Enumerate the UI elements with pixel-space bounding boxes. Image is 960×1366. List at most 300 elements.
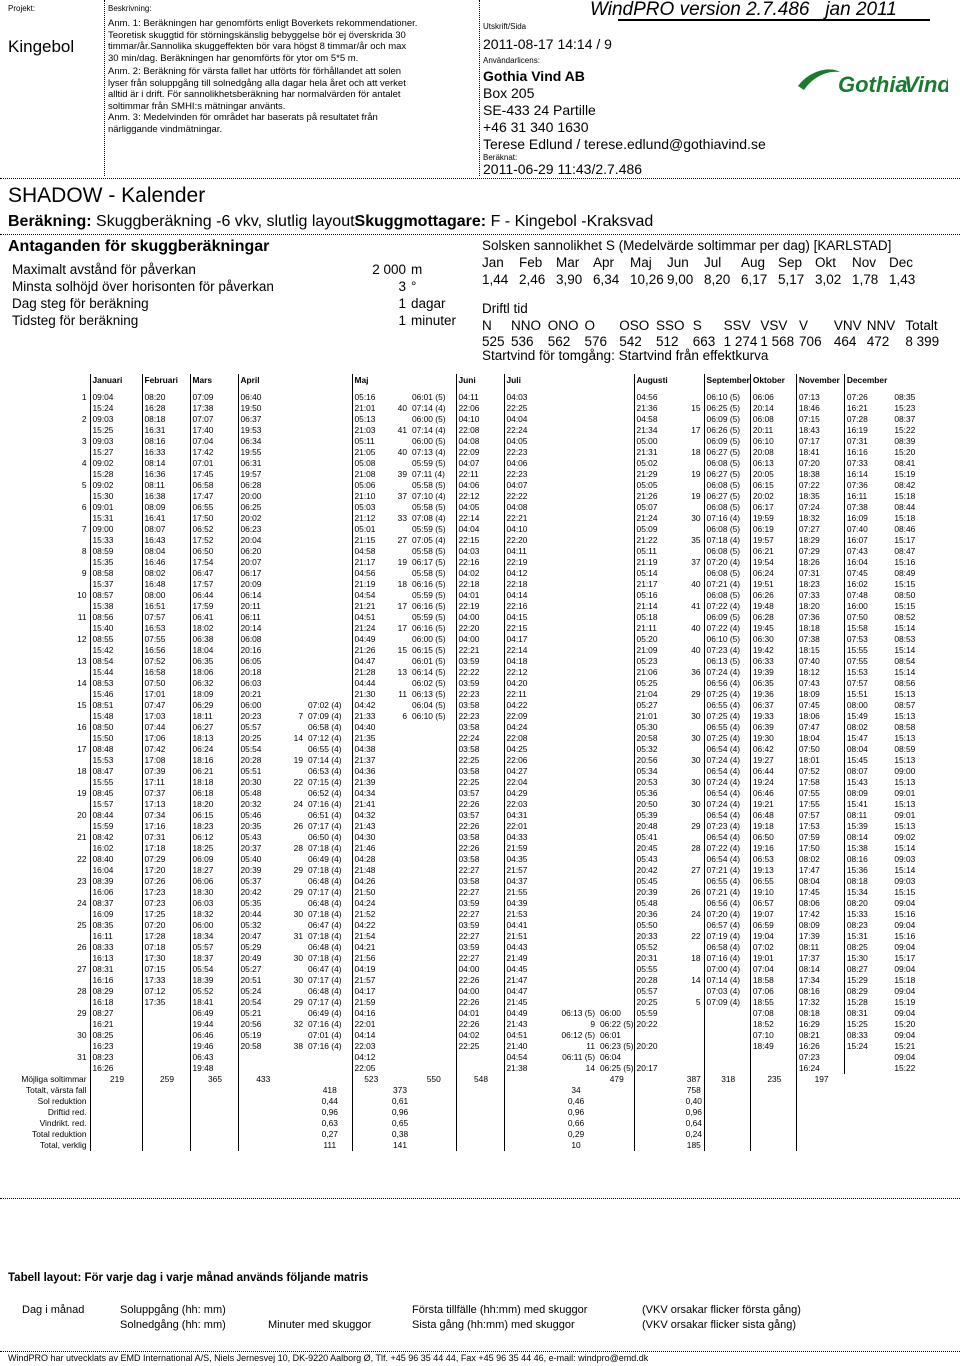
table-cell: 08:25 [844, 942, 892, 953]
table-cell: 03:58 [456, 766, 504, 777]
table-cell [552, 392, 598, 403]
table-cell: 05:36 [634, 788, 682, 799]
table-row [4, 458, 940, 469]
table-cell: 18:01 [796, 755, 844, 766]
table-cell: 08:16 [796, 986, 844, 997]
table-cell: 08:18 [796, 1008, 844, 1019]
table-cell: 07:06 [750, 986, 796, 997]
table-cell [286, 546, 306, 557]
table-cell: 06:09 (5) [704, 612, 750, 623]
table-row [4, 755, 940, 766]
table-cell: 21:37 [352, 755, 388, 766]
table-cell: 06:58 (4) [704, 942, 750, 953]
table-cell [388, 964, 410, 975]
table-cell [410, 964, 456, 975]
table-cell: 22:05 [352, 1063, 388, 1074]
day-number [4, 469, 90, 480]
table-cell: 20:42 [634, 865, 682, 876]
table-cell: 09:01 [894, 788, 916, 798]
table-cell: 05:48 [634, 898, 682, 909]
summary-cell [142, 1129, 190, 1140]
table-cell: 15:16 [894, 909, 916, 919]
table-cell: 15:37 [90, 579, 142, 590]
table-cell: 15:14 [894, 843, 916, 853]
table-cell: 09:04 [894, 1052, 916, 1062]
version-text: WindPRO version 2.7.486 jan 2011 [590, 0, 897, 20]
table-cell: 22:27 [456, 953, 504, 964]
table-cell: 20:47 [238, 931, 286, 942]
table-cell: 06:01 (5) [412, 656, 446, 666]
table-cell: 16:46 [142, 557, 190, 568]
day-number: 17 [77, 744, 87, 754]
table-cell: 21:01 [352, 403, 388, 414]
table-cell: 06:27 (5) [704, 447, 750, 458]
table-row [4, 832, 940, 843]
table-cell: 07:37 [142, 788, 190, 799]
table-cell [704, 1052, 750, 1063]
table-cell [552, 964, 598, 975]
table-row [4, 1019, 940, 1030]
sun-value: 5,17 [778, 272, 805, 287]
table-cell: 14 [293, 733, 303, 743]
table-cell: 08:41 [894, 458, 916, 468]
assumption-value: 3 [398, 279, 406, 294]
table-cell: 37 [397, 491, 407, 501]
table-cell: 05:25 [634, 678, 682, 689]
table-cell [410, 799, 456, 810]
table-cell: 07:09 (4) [704, 997, 750, 1008]
table-cell: 15:33 [90, 535, 142, 546]
table-cell [306, 590, 352, 601]
table-cell [388, 502, 410, 513]
summary-cell: 0,96 [321, 1107, 338, 1117]
table-cell [598, 568, 634, 579]
summary-cell: 479 [609, 1074, 624, 1084]
table-cell: 20:08 [750, 447, 796, 458]
summary-cell: 0,46 [567, 1096, 585, 1106]
summary-cell: 141 [393, 1140, 407, 1150]
table-cell: 09:00 [894, 766, 916, 776]
summary-cell [142, 1107, 190, 1118]
table-cell: 18:27 [190, 865, 238, 876]
table-cell [682, 436, 704, 447]
divider [479, 0, 480, 176]
table-cell: 06:33 [750, 656, 796, 667]
table-cell: 06:49 (4) [308, 1008, 342, 1018]
table-cell: 29 [293, 887, 303, 897]
table-cell: 07:18 (4) [308, 843, 342, 853]
summary-row [4, 1074, 940, 1085]
assumption-label: Tidsteg för beräkning [12, 313, 139, 328]
table-cell [286, 612, 306, 623]
summary-cell: 0,44 [321, 1096, 338, 1106]
table-cell [552, 458, 598, 469]
table-cell: 06:48 [750, 810, 796, 821]
table-cell: 08:21 [796, 1030, 844, 1041]
table-cell [388, 524, 410, 535]
summary-cell [190, 1107, 238, 1118]
table-cell: 06:57 [750, 898, 796, 909]
day-number: 9 [81, 568, 87, 578]
table-cell [598, 469, 634, 480]
table-cell: 08:02 [796, 854, 844, 865]
calc-line [8, 212, 653, 231]
table-cell: 07:03 (4) [704, 986, 750, 997]
summary-cell [634, 1107, 682, 1118]
table-cell [410, 986, 456, 997]
table-cell: 21:40 [504, 1041, 552, 1052]
table-cell: 20:56 [238, 1019, 286, 1030]
table-cell: 16:38 [142, 491, 190, 502]
table-cell: 16:26 [796, 1041, 844, 1052]
table-cell: 08:48 [90, 744, 142, 755]
summary-row [4, 1118, 940, 1129]
day-number: 18 [77, 766, 87, 776]
table-cell: 22:23 [456, 689, 504, 700]
summary-cell [238, 1118, 286, 1129]
table-cell: 15:30 [844, 953, 892, 964]
table-cell [598, 832, 634, 843]
calendar-body [4, 392, 940, 1151]
licens-block [483, 68, 766, 153]
table-cell: 07:24 (4) [704, 777, 750, 788]
table-cell: 06:08 (5) [704, 480, 750, 491]
table-cell: 16:33 [142, 447, 190, 458]
table-cell: 15:29 [844, 975, 892, 986]
day-number: 13 [77, 656, 87, 666]
table-cell [286, 898, 306, 909]
table-cell [286, 788, 306, 799]
sun-month: Apr [593, 255, 615, 270]
table-cell [238, 1052, 286, 1063]
table-cell: 06:47 (4) [308, 920, 342, 930]
summary-cell [238, 1140, 286, 1151]
table-cell [552, 909, 598, 920]
table-cell: 06:06 [190, 876, 238, 887]
table-cell: 16:11 [90, 931, 142, 942]
table-cell [286, 590, 306, 601]
table-cell: 05:37 [238, 876, 286, 887]
dir-value: 562 [547, 334, 571, 349]
table-cell: 19:44 [190, 1019, 238, 1030]
table-cell: 15:21 [894, 1041, 916, 1051]
table-cell: 07:08 (4) [412, 513, 446, 523]
assumption-value: 2 000 [372, 262, 406, 277]
table-cell [388, 876, 410, 887]
sun-value: 10,26 [630, 272, 664, 287]
gothiavind-logo [796, 64, 948, 100]
table-cell: 22:03 [504, 799, 552, 810]
sun-month: Okt [815, 255, 837, 270]
table-cell [306, 546, 352, 557]
table-row [4, 1030, 940, 1041]
table-row [4, 590, 940, 601]
table-cell: 06:54 (4) [704, 766, 750, 777]
table-cell: 07:05 (4) [412, 535, 446, 545]
table-cell [388, 744, 410, 755]
table-cell: 18:20 [796, 601, 844, 612]
table-cell: 18:35 [796, 491, 844, 502]
table-cell: 21:10 [352, 491, 388, 502]
table-cell [598, 667, 634, 678]
summary-cell [796, 1129, 844, 1140]
table-cell: 05:20 [634, 634, 682, 645]
month-header: Februari [142, 374, 190, 392]
table-cell [306, 579, 352, 590]
summary-cell [456, 1085, 504, 1096]
table-cell: 15:45 [844, 755, 892, 766]
table-cell: 15 [691, 403, 701, 413]
table-cell: 07:27 [796, 524, 844, 535]
table-cell [286, 986, 306, 997]
note-line: närliggande vindmätningar. [108, 123, 223, 135]
table-cell [286, 678, 306, 689]
table-cell: 08:33 [844, 1030, 892, 1041]
summary-cell: 0,96 [567, 1107, 585, 1117]
table-cell: 21:24 [352, 623, 388, 634]
table-cell [598, 920, 634, 931]
table-cell: 04:56 [352, 568, 388, 579]
table-cell [598, 535, 634, 546]
beraknat-label: Beräknat: [483, 153, 518, 162]
table-cell: 15:17 [894, 535, 916, 545]
table-cell: 17:08 [142, 755, 190, 766]
table-cell: 09:02 [90, 458, 142, 469]
table-cell: 08:18 [142, 414, 190, 425]
table-cell [286, 414, 306, 425]
table-cell: 17 [397, 623, 407, 633]
table-cell: 07:47 [796, 722, 844, 733]
table-cell [552, 557, 598, 568]
day-number: 16 [77, 722, 87, 732]
day-number [4, 733, 90, 744]
table-cell: 04:11 [504, 546, 552, 557]
table-cell: 7 [298, 711, 303, 721]
table-cell: 07:48 [844, 590, 892, 601]
table-cell: 06:24 [750, 568, 796, 579]
summary-cell [796, 1096, 844, 1107]
table-cell [552, 414, 598, 425]
table-cell [286, 425, 306, 436]
table-cell [552, 711, 598, 722]
table-cell: 04:37 [504, 876, 552, 887]
summary-cell [598, 1096, 634, 1107]
summary-cell [352, 1085, 388, 1096]
table-cell: 15:20 [894, 1019, 916, 1029]
table-cell [552, 832, 598, 843]
table-cell: 17:58 [796, 777, 844, 788]
table-cell: 17:06 [142, 733, 190, 744]
table-cell [598, 843, 634, 854]
table-cell: 19 [691, 469, 701, 479]
page-title: SHADOW - Kalender [8, 184, 206, 207]
table-cell: 18:06 [796, 711, 844, 722]
table-cell: 19:42 [750, 645, 796, 656]
table-cell [598, 854, 634, 865]
summary-cell: 387 [686, 1074, 701, 1084]
table-cell [286, 700, 306, 711]
table-cell [410, 766, 456, 777]
table-cell: 06:09 (5) [704, 414, 750, 425]
table-cell: 15:13 [894, 777, 916, 787]
table-cell: 06:31 [238, 458, 286, 469]
table-cell [456, 1063, 504, 1074]
summary-cell [286, 1074, 306, 1085]
table-cell: 27 [691, 865, 701, 875]
table-cell: 07:36 [796, 612, 844, 623]
table-cell: 17:45 [796, 887, 844, 898]
calc-value: Skuggberäkning -6 vkv, slutlig layout [96, 213, 355, 230]
table-cell: 20:17 [634, 1063, 682, 1074]
table-cell [410, 733, 456, 744]
table-cell [306, 425, 352, 436]
summary-cell [410, 1118, 456, 1129]
summary-cell [410, 1140, 456, 1151]
table-cell: 17 [397, 601, 407, 611]
summary-cell [238, 1107, 286, 1118]
summary-label: Möjliga soltimmar [21, 1074, 87, 1084]
table-cell: 05:57 [238, 722, 286, 733]
table-cell: 21:57 [504, 865, 552, 876]
table-cell: 06:20 [238, 546, 286, 557]
table-cell: 06:30 [750, 634, 796, 645]
table-cell: 15:15 [894, 579, 916, 589]
table-cell: 06:16 (5) [412, 601, 446, 611]
table-cell: 04:18 [504, 656, 552, 667]
day-number [4, 513, 90, 524]
table-cell: 15:53 [90, 755, 142, 766]
sun-value: 1,44 [482, 272, 509, 287]
table-cell: 04:01 [456, 1008, 504, 1019]
table-cell: 04:21 [352, 942, 388, 953]
day-number: 15 [77, 700, 87, 710]
table-cell: 06:26 [750, 590, 796, 601]
table-cell: 17:52 [190, 535, 238, 546]
assumptions-units [411, 262, 456, 330]
table-cell: 16:09 [90, 909, 142, 920]
table-cell: 07:42 [142, 744, 190, 755]
table-row [4, 931, 940, 942]
table-cell [306, 645, 352, 656]
table-row [4, 876, 940, 887]
table-cell: 19:39 [750, 667, 796, 678]
table-cell [552, 997, 598, 1008]
dir-headers [482, 318, 944, 334]
table-cell: 16:16 [90, 975, 142, 986]
table-cell: 08:00 [844, 700, 892, 711]
table-cell: 20:14 [238, 623, 286, 634]
table-cell [552, 887, 598, 898]
table-cell [682, 678, 704, 689]
dir-value: 536 [511, 334, 534, 349]
table-cell: 06:49 [190, 1008, 238, 1019]
table-cell: 16:18 [90, 997, 142, 1008]
table-cell: 15:18 [894, 513, 916, 523]
dir-header: S [692, 318, 702, 333]
table-cell: 04:29 [504, 788, 552, 799]
day-number: 2 [81, 414, 87, 424]
table-cell: 04:51 [504, 1030, 552, 1041]
summary-cell: 373 [393, 1085, 407, 1095]
table-cell: 08:49 [894, 568, 916, 578]
day-number: 25 [77, 920, 87, 930]
table-cell: 19:07 [750, 909, 796, 920]
table-cell: 05:52 [634, 942, 682, 953]
table-cell: 22:14 [456, 513, 504, 524]
table-cell [682, 832, 704, 843]
table-cell: 17:45 [190, 469, 238, 480]
table-cell [286, 810, 306, 821]
sun-value: 3,02 [815, 272, 842, 287]
day-number: 30 [77, 1030, 87, 1040]
table-cell: 08:06 [796, 898, 844, 909]
table-cell: 20:58 [634, 733, 682, 744]
table-cell [598, 733, 634, 744]
table-cell [388, 1041, 410, 1052]
table-cell [286, 667, 306, 678]
table-row [4, 920, 940, 931]
table-cell: 22:03 [352, 1041, 388, 1052]
table-cell: 05:48 [238, 788, 286, 799]
assumption-unit: ° [411, 279, 417, 294]
table-cell [552, 733, 598, 744]
table-cell: 09:04 [894, 986, 916, 996]
table-cell: 06:00 (5) [412, 436, 446, 446]
day-number [4, 491, 90, 502]
table-cell: 05:55 [634, 964, 682, 975]
table-cell: 07:11 (4) [412, 469, 445, 479]
table-cell: 20:39 [238, 865, 286, 876]
sun-value: 8,20 [704, 272, 731, 287]
day-number [4, 579, 90, 590]
table-cell [286, 876, 306, 887]
table-cell [598, 480, 634, 491]
table-cell [286, 436, 306, 447]
table-cell: 05:59 (5) [412, 612, 446, 622]
summary-cell [456, 1129, 504, 1140]
dir-value: 8 399 [905, 334, 940, 349]
table-cell: 09:04 [894, 920, 916, 930]
table-cell: 07:29 [142, 854, 190, 865]
table-cell [410, 832, 456, 843]
summary-cell: 758 [686, 1085, 701, 1095]
table-cell: 18:55 [750, 997, 796, 1008]
table-cell: 06:50 (4) [308, 832, 342, 842]
table-cell [552, 876, 598, 887]
table-cell: 21:31 [634, 447, 682, 458]
table-cell [552, 975, 598, 986]
summary-cell: 0,40 [685, 1096, 702, 1106]
table-cell: 21:50 [352, 887, 388, 898]
table-cell: 18:32 [796, 513, 844, 524]
table-cell: 05:24 [238, 986, 286, 997]
table-cell: 06:46 [750, 788, 796, 799]
table-cell: 20:50 [634, 799, 682, 810]
summary-cell: 0,27 [321, 1129, 338, 1139]
table-cell: 21:28 [352, 667, 388, 678]
table-cell: 16:23 [90, 1041, 142, 1052]
table-cell: 18:41 [190, 997, 238, 1008]
table-cell: 21:26 [634, 491, 682, 502]
table-cell: 16:48 [142, 579, 190, 590]
table-cell: 04:02 [456, 568, 504, 579]
table-cell [410, 1063, 456, 1074]
table-cell: 04:20 [504, 678, 552, 689]
table-cell: 09:04 [894, 942, 916, 952]
summary-cell [504, 1118, 552, 1129]
table-cell [682, 722, 704, 733]
table-cell: 07:22 (4) [704, 623, 750, 634]
